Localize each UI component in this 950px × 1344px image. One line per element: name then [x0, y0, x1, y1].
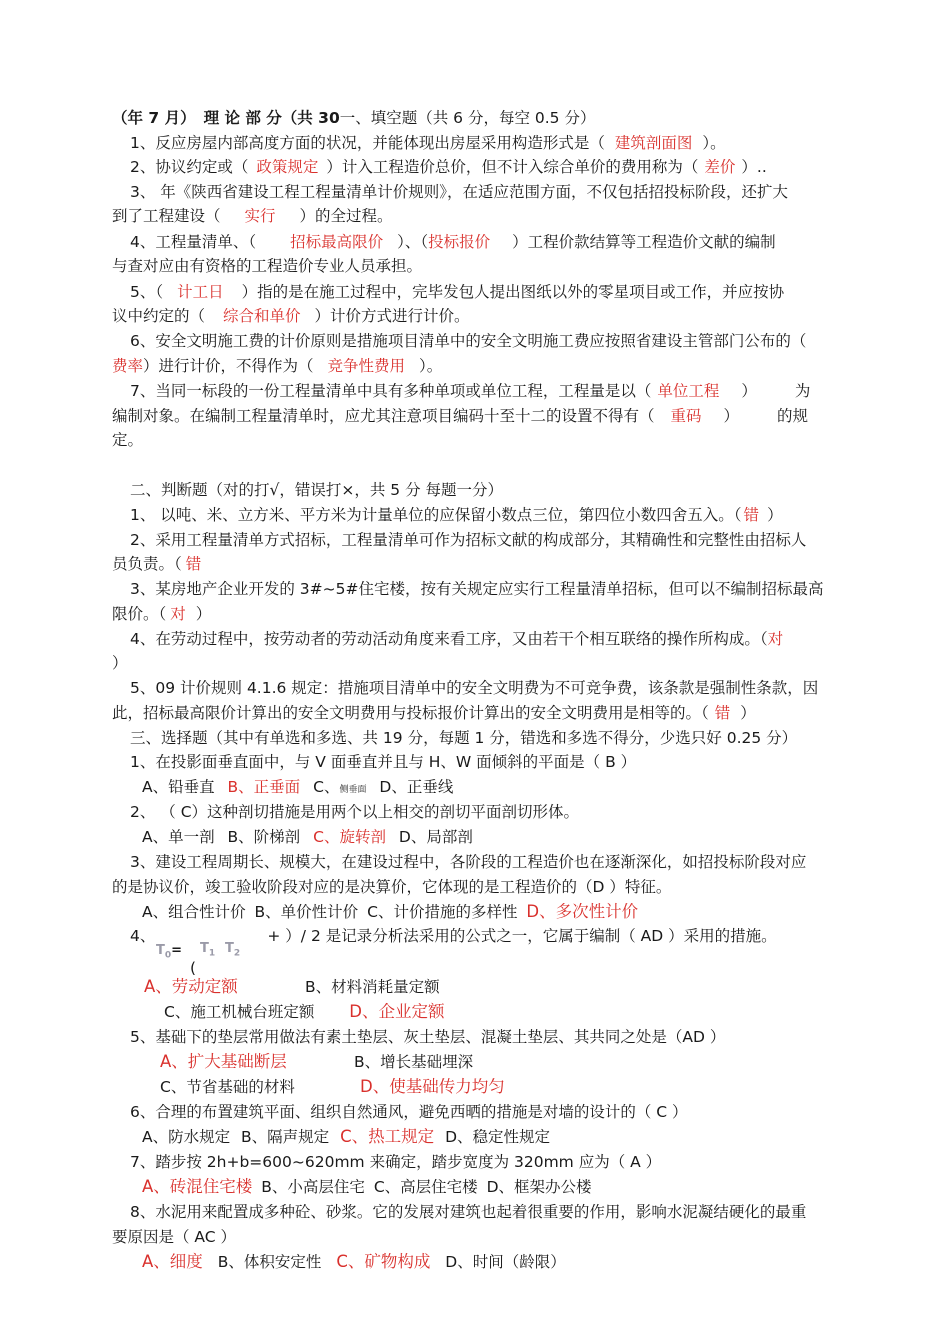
formula-paren: (	[190, 959, 197, 977]
option-c: C、计价措施的多样性	[367, 903, 518, 921]
option-d: D、多次性计价	[526, 902, 639, 921]
choice-q4-options-row2	[112, 1000, 914, 1024]
q-text: ）计价方式进行计价。	[314, 307, 470, 325]
answer-text: 差价	[704, 158, 736, 176]
choice-q2-options	[112, 825, 892, 849]
q-text: ）	[740, 704, 756, 722]
formula-t0: $T_0=$	[156, 943, 183, 961]
q-text: ）工程价款结算等工程造价文献的编制	[512, 233, 776, 251]
choice-q3-line2: 的是协议价，竣工验收阶段对应的是决算价，它体现的是工程造价的（D ）特征。	[112, 878, 672, 896]
option-d: D、时间（龄限）	[445, 1253, 566, 1271]
fill-q6-line2	[112, 354, 862, 378]
title-line	[112, 106, 862, 130]
option-c: C、高层住宅楼	[373, 1178, 478, 1196]
option-c: C、热工规定	[340, 1127, 435, 1146]
answer-text: 招标最高限价	[290, 233, 384, 251]
option-b: B、正垂面	[227, 778, 301, 796]
judge-heading: 二、判断题（对的打√，错误打×，共 5 分 每题一分）	[130, 481, 504, 499]
option-a: A、砖混住宅楼	[142, 1177, 253, 1196]
option-a: A、防水规定	[142, 1128, 231, 1146]
option-d: D、稳定性规定	[445, 1128, 551, 1146]
judge-q2-line1: 2、采用工程量清单方式招标，工程量清单可作为招标文献的构成部分，其精确性和完整性由招标人	[130, 531, 807, 549]
fill-q7-line1	[112, 379, 880, 403]
q-text: ）	[195, 605, 212, 623]
option-c-small: 侧垂面	[339, 785, 367, 795]
q-text: 的规	[777, 407, 809, 425]
answer-text: 综合和单价	[223, 307, 301, 325]
answer-text: 实行	[244, 207, 276, 225]
formula-t2: $T_2$	[225, 941, 241, 959]
q-text: 为	[794, 382, 811, 400]
option-c: C、旋转剖	[313, 828, 386, 846]
choice-q6-options	[112, 1125, 892, 1149]
title-section: 理 论 部 分（共 30	[203, 109, 340, 127]
option-b: B、材料消耗量定额	[305, 978, 440, 996]
option-b: B、小高层住宅	[261, 1178, 365, 1196]
q-text: 1、 以吨、米、立方米、平方米为计量单位的应保留小数点三位，第四位小数四舍五入。（	[130, 506, 742, 524]
option-a: A、组合性计价	[142, 903, 246, 921]
option-c: C、矿物构成	[336, 1252, 431, 1271]
title-year: （年 7 月）	[112, 109, 196, 127]
q-text: ）计入工程造价总价，但不计入综合单价的费用称为（	[326, 158, 699, 176]
q-text: ）进行计价，不得作为（	[143, 357, 314, 375]
fill-q1	[112, 131, 880, 155]
choice-q1-options	[112, 775, 892, 802]
q-text: ）指的是在施工过程中，完毕发包人提出图纸以外的零星项目或工作，并应按协	[241, 283, 785, 301]
option-d: D、正垂线	[379, 778, 454, 796]
answer-text: 政策规定	[256, 158, 319, 176]
q-text: 限价。（	[112, 605, 167, 623]
option-a: A、铅垂直	[142, 778, 215, 796]
choice-q8-line1: 8、水泥用来配置成多种砼、砂浆。它的发展对建筑也起着很重要的作用，影响水泥凝结硬化的最重	[130, 1203, 807, 1221]
q-text: 4、工程量清单、（	[130, 233, 257, 251]
q-text: 议中约定的（	[112, 307, 206, 325]
option-d: D、使基础传力均匀	[360, 1077, 505, 1096]
fill-q2	[112, 155, 880, 179]
answer-text: 错	[714, 704, 731, 722]
answer-text: 计工日	[177, 283, 224, 301]
q-text: 到了工程建设（	[112, 207, 221, 225]
choice-q5-options-row1	[112, 1050, 910, 1074]
answer-text: 竞争性费用	[327, 357, 406, 375]
q-text: 5、（	[130, 283, 164, 301]
judge-q1	[112, 503, 880, 527]
q-text: ）	[741, 382, 757, 400]
option-b: B、单价性计价	[254, 903, 359, 921]
judge-q5-line2	[112, 701, 862, 725]
choice-q4-options-row1	[112, 975, 894, 999]
fill-heading: 一、填空题（共 6 分，每空 0.5 分）	[339, 109, 596, 127]
fill-q3-line2	[112, 204, 862, 228]
choice-q1-stem: 1、在投影面垂直面中，与 V 面垂直并且与 H、W 面倾斜的平面是（ B ）	[130, 753, 637, 771]
q-text: ）	[723, 407, 740, 425]
option-c: C、	[313, 778, 340, 796]
option-b: B、阶梯剖	[227, 828, 301, 846]
choice-q5-options-row2	[112, 1075, 910, 1099]
judge-q3-line1: 3、某房地产企业开发的 3#~5#住宅楼，按有关规定应实行工程量清单招标，但可以不编制招标最高	[130, 580, 824, 598]
fill-q4-line1	[112, 230, 880, 254]
choice-q3-line1: 3、建设工程周期长、规模大，在建设过程中，各阶段的工程造价也在逐渐深化，如招投标阶段对应	[130, 853, 807, 871]
fill-q4-line2: 与查对应由有资格的工程造价专业人员承担。	[112, 257, 423, 275]
answer-text: 费率	[112, 357, 144, 375]
answer-text: 投标报价	[428, 233, 491, 251]
q-text: 4、	[130, 927, 156, 945]
choice-q6-stem: 6、合理的布置建筑平面、组织自然通风，避免西晒的措施是对墙的设计的（ C ）	[130, 1103, 688, 1121]
judge-q4-line1	[112, 627, 880, 651]
option-b: B、增长基础埋深	[354, 1053, 474, 1071]
choice-q3-options	[112, 900, 892, 924]
answer-text: 建筑剖面图	[614, 134, 693, 152]
judge-q3-line2	[112, 602, 862, 626]
q-text: ）。	[702, 134, 726, 152]
q-text: ）。	[419, 357, 443, 375]
q-text: 4、在劳动过程中，按劳动者的劳动活动角度来看工序，又由若干个相互联络的操作所构成。（	[130, 630, 768, 648]
q-text: ）、（	[397, 233, 429, 251]
q-text: ）..	[741, 158, 767, 176]
choice-q2-stem: 2、 （ C）这种剖切措施是用两个以上相交的剖切平面剖切形体。	[130, 803, 580, 821]
q-text: 员负责。（	[112, 555, 182, 573]
q-text: 1、反应房屋内部高度方面的状况，并能体现出房屋采用构造形式是（	[130, 134, 605, 152]
judge-q2-line2	[112, 552, 862, 576]
fill-q7-line2	[112, 404, 862, 428]
option-a: A、单一剖	[142, 828, 215, 846]
choice-q8-line2: 要原因是（ AC ）	[112, 1228, 237, 1246]
option-a: A、扩大基础断层	[160, 1052, 287, 1071]
option-d: D、局部剖	[398, 828, 473, 846]
answer-text: 错	[743, 506, 760, 524]
answer-text: 重码	[670, 407, 702, 425]
judge-q5-line1: 5、09 计价规则 4.1.6 规定：措施项目清单中的安全文明费为不可竞争费，该条款是强制性条款，因	[130, 679, 819, 697]
choice-q8-options	[112, 1250, 892, 1274]
q-text: 2、协议约定或（	[130, 158, 249, 176]
q-text: 7、当同一标段的一份工程量清单中具有多种单项或单位工程，工程量是以（	[130, 382, 652, 400]
q-text: ）的全过程。	[299, 207, 393, 225]
fill-q5-line1	[112, 280, 880, 304]
q-text: + ）/ 2 是记录分析法采用的公式之一，它属于编制（ AD ）采用的措施。	[267, 927, 777, 945]
answer-text: 对	[170, 605, 186, 623]
option-d: D、框架办公楼	[486, 1178, 592, 1196]
choice-q7-options	[112, 1175, 892, 1199]
option-c: C、施工机械台班定额	[164, 1003, 315, 1021]
fill-q6-line1: 6、安全文明施工费的计价原则是措施项目清单中的安全文明施工费应按照省建设主管部门公布的（	[130, 332, 807, 350]
option-d: D、企业定额	[349, 1002, 445, 1021]
choice-heading: 三、选择题（其中有单选和多选、共 19 分，每题 1 分，错选和多选不得分，少选只好 0.25 分）	[130, 729, 798, 747]
option-b: B、体积安定性	[217, 1253, 322, 1271]
fill-q7-line3: 定。	[112, 431, 144, 449]
choice-q7-stem: 7、踏步按 2h+b=600~620mm 来确定，踏步宽度为 320mm 应为（ A ）	[130, 1153, 662, 1171]
option-c: C、节省基础的材料	[160, 1078, 295, 1096]
fill-q5-line2	[112, 304, 862, 328]
q-text: 编制对象。在编制工程量清单时，应尤其注意项目编码十至十二的设置不得有（	[112, 407, 655, 425]
option-a: A、细度	[142, 1252, 203, 1271]
q-text: 此，招标最高限价计算出的安全文明费用与投标报价计算出的安全文明费用是相等的。（	[112, 704, 709, 722]
answer-text: 对	[767, 630, 784, 648]
fill-q3-line1: 3、 年《陕西省建设工程工程量清单计价规则》，在适应范围方面，不仅包括招投标阶段，还扩大	[130, 183, 789, 201]
answer-text: 错	[185, 555, 202, 573]
q-text: ）	[767, 506, 783, 524]
option-a: A、劳动定额	[144, 977, 238, 996]
option-b: B、隔声规定	[241, 1128, 330, 1146]
judge-q4-line2: ）	[112, 654, 128, 672]
choice-q5-stem: 5、基础下的垫层常用做法有素土垫层、灰土垫层、混凝土垫层、其共同之处是（AD ）	[130, 1028, 726, 1046]
answer-text: 单位工程	[657, 382, 720, 400]
formula-t1: $T_1$	[200, 941, 216, 959]
